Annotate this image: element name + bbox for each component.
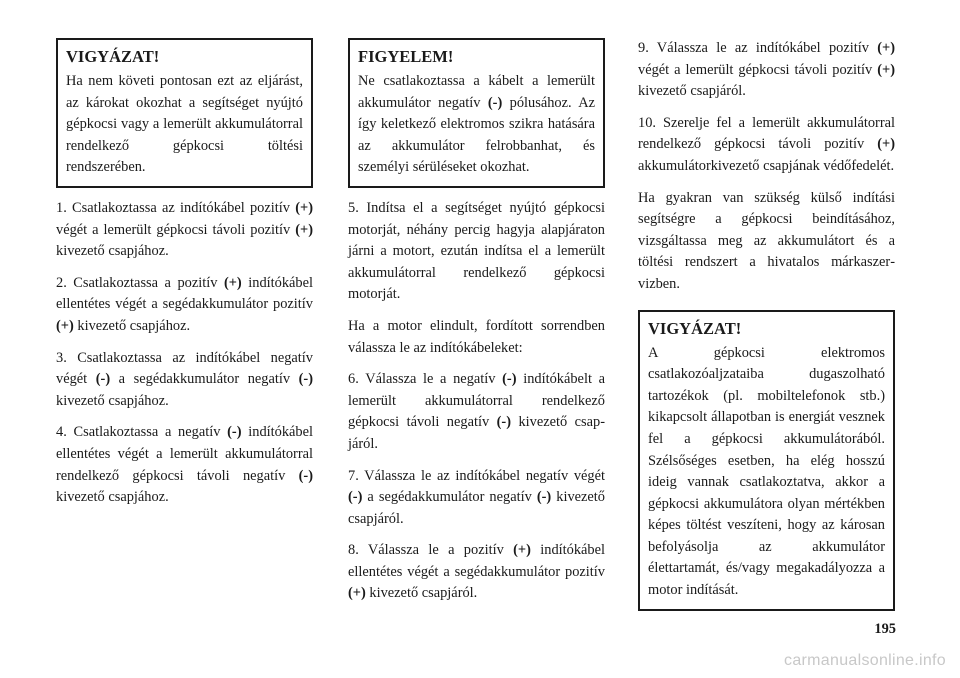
notice-box bbox=[348, 38, 605, 188]
warning-title: VIGYÁZAT! bbox=[66, 47, 160, 66]
step-4: 4. Csatlakoztassa a negatív (-) indítókábel ellentétes végét a lemerült akkumulátorral rendelkező gépkocsi távoli negatív (-) kivezető csapjához. bbox=[56, 424, 313, 506]
step-2: 2. Csatlakoztassa a pozitív (+) indítókábel ellentétes végét a segédakkumulátor pozitív (+) kivezető csapjához. bbox=[56, 274, 313, 334]
step-1: 1. Csatlakoztassa az indítókábel pozitív (+) végét a lemerült gépkocsi távoli pozitív (+) kivezető csapjához. bbox=[56, 199, 313, 260]
step-7: 7. Válassza le az indítókábel negatív végét (-) a segédakkumulátor negatív (-) kivezető csapjáról. bbox=[348, 467, 605, 527]
warning-text: A gépkocsi elektromos csatlakozóaljzataiba dugaszolható tartozékok (pl. mobiltelefonok stb.) kikapcsolt állapotban is energiát vesznek fel a gépkocsi akkumulátorából. Szélsőséges esetben, ha elég hosszú ideig vannak csatlakoztatva, akkor a gépkocsi akkumulátora olyan mértékben képes töltést veszíteni, hogy az károsan befolyásolja az akkumulátor élettartamát, és/vagy megakadályozza a motor indítását. bbox=[648, 344, 885, 599]
service-advice: Ha gyakran van szükség külső indítási segítségre a gépkocsi beindításához, vizsgáltassa meg az akkumulátort és a töltési rendszert a hivatalos márkaszervizben. bbox=[638, 189, 895, 292]
disconnect-intro: Ha a motor elindult, fordított sorrendben válassza le az indítókábeleket: bbox=[348, 317, 605, 356]
column-left bbox=[56, 38, 313, 519]
column-middle bbox=[348, 38, 605, 615]
column-right bbox=[638, 38, 895, 621]
step-6: 6. Válassza le a negatív (-) indítókábelt a lemerült akkumulátorral rendelkező gépkocsi távoli negatív (-) kivezető csapjáról. bbox=[348, 371, 605, 452]
step-5: 5. Indítsa el a segítséget nyújtó gépkocsi motorját, néhány percig hagyja alapjáraton járni a motort, ezután indítsa el a lemerült akkumulátorral rendelkező gépkocsi motorját. bbox=[348, 199, 605, 303]
warning-box bbox=[56, 38, 313, 188]
step-8: 8. Válassza le a pozitív (+) indítókábel ellentétes végét a segédakkumulátor pozitív (+) kivezető csapjáról. bbox=[348, 542, 606, 602]
notice-title: FIGYELEM! bbox=[358, 47, 454, 66]
warning-text: Ha nem követi pontosan ezt az eljárást, az károkat okozhat a segítséget nyújtó gépkocsi vagy a lemerült akkumulátorral rendelkező gépkocsi töltési rendszerében. bbox=[66, 73, 303, 176]
step-9: 9. Válassza le az indítókábel pozitív (+) végét a lemerült gépkocsi távoli pozitív (+) kivezető csapjáról. bbox=[638, 40, 895, 100]
warning-box-accessories bbox=[638, 310, 895, 611]
step-3: 3. Csatlakoztassa az indítókábel negatív végét (-) a segédakkumulátor negatív (-) kivezető csapjához. bbox=[56, 349, 313, 409]
watermark: carmanualsonline.info bbox=[784, 652, 946, 669]
step-10: 10. Szerelje fel a lemerült akkumulátorral rendelkező gépkocsi távoli pozitív (+) akkumulátorkivezető csapjának védőfedelét. bbox=[638, 114, 895, 174]
page-number: 195 bbox=[874, 621, 896, 637]
warning-title: VIGYÁZAT! bbox=[648, 318, 742, 338]
notice-text: Ne csatlakoztassa a kábelt a lemerült akkumulátor negatív (-) pólusához. Az így keletkező elektromos szikra hatására az akkumulátor felrobbanhat, és személyi sérüléseket okozhat. bbox=[358, 73, 595, 176]
